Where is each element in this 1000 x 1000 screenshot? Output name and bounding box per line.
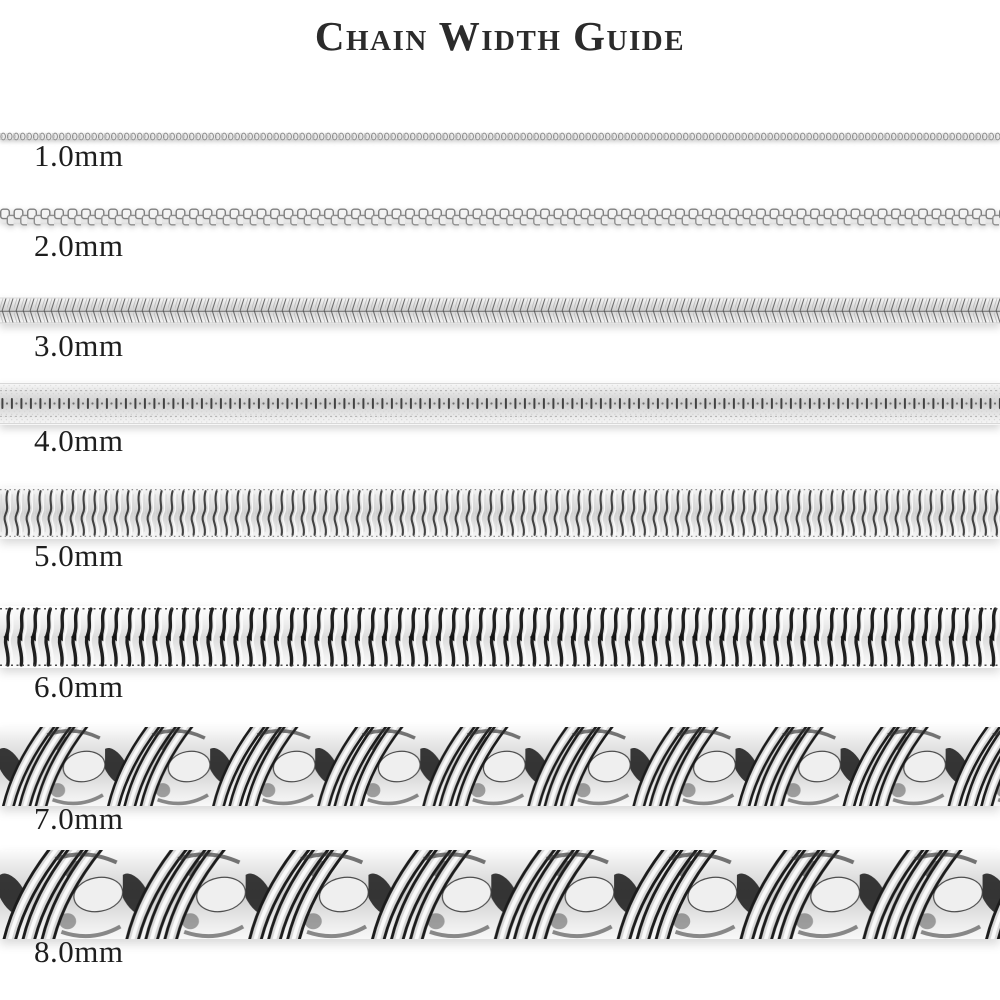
chain-width-label-3mm: 3.0mm xyxy=(34,328,124,363)
chain-image-2mm-box xyxy=(0,208,1000,226)
chain-image-5mm-snake-ribbed xyxy=(0,487,1000,539)
chain-width-label-8mm: 8.0mm xyxy=(34,934,124,969)
chain-image-8mm-rope-large xyxy=(0,850,1000,939)
chain-image-6mm-snake-bold xyxy=(0,606,1000,668)
chain-width-label-5mm: 5.0mm xyxy=(34,538,124,573)
chain-width-label-4mm: 4.0mm xyxy=(34,423,124,458)
chain-image-1mm-box-fine xyxy=(0,132,1000,141)
chain-width-label-2mm: 2.0mm xyxy=(34,228,124,263)
chain-image-3mm-snake-fine xyxy=(0,297,1000,324)
chain-width-label-7mm: 7.0mm xyxy=(34,801,124,836)
chain-image-7mm-rope xyxy=(0,727,1000,806)
page-title: Chain Width Guide xyxy=(314,13,686,59)
chain-width-label-6mm: 6.0mm xyxy=(34,669,124,704)
chain-width-label-1mm: 1.0mm xyxy=(34,138,124,173)
chain-image-4mm-snake xyxy=(0,382,1000,425)
